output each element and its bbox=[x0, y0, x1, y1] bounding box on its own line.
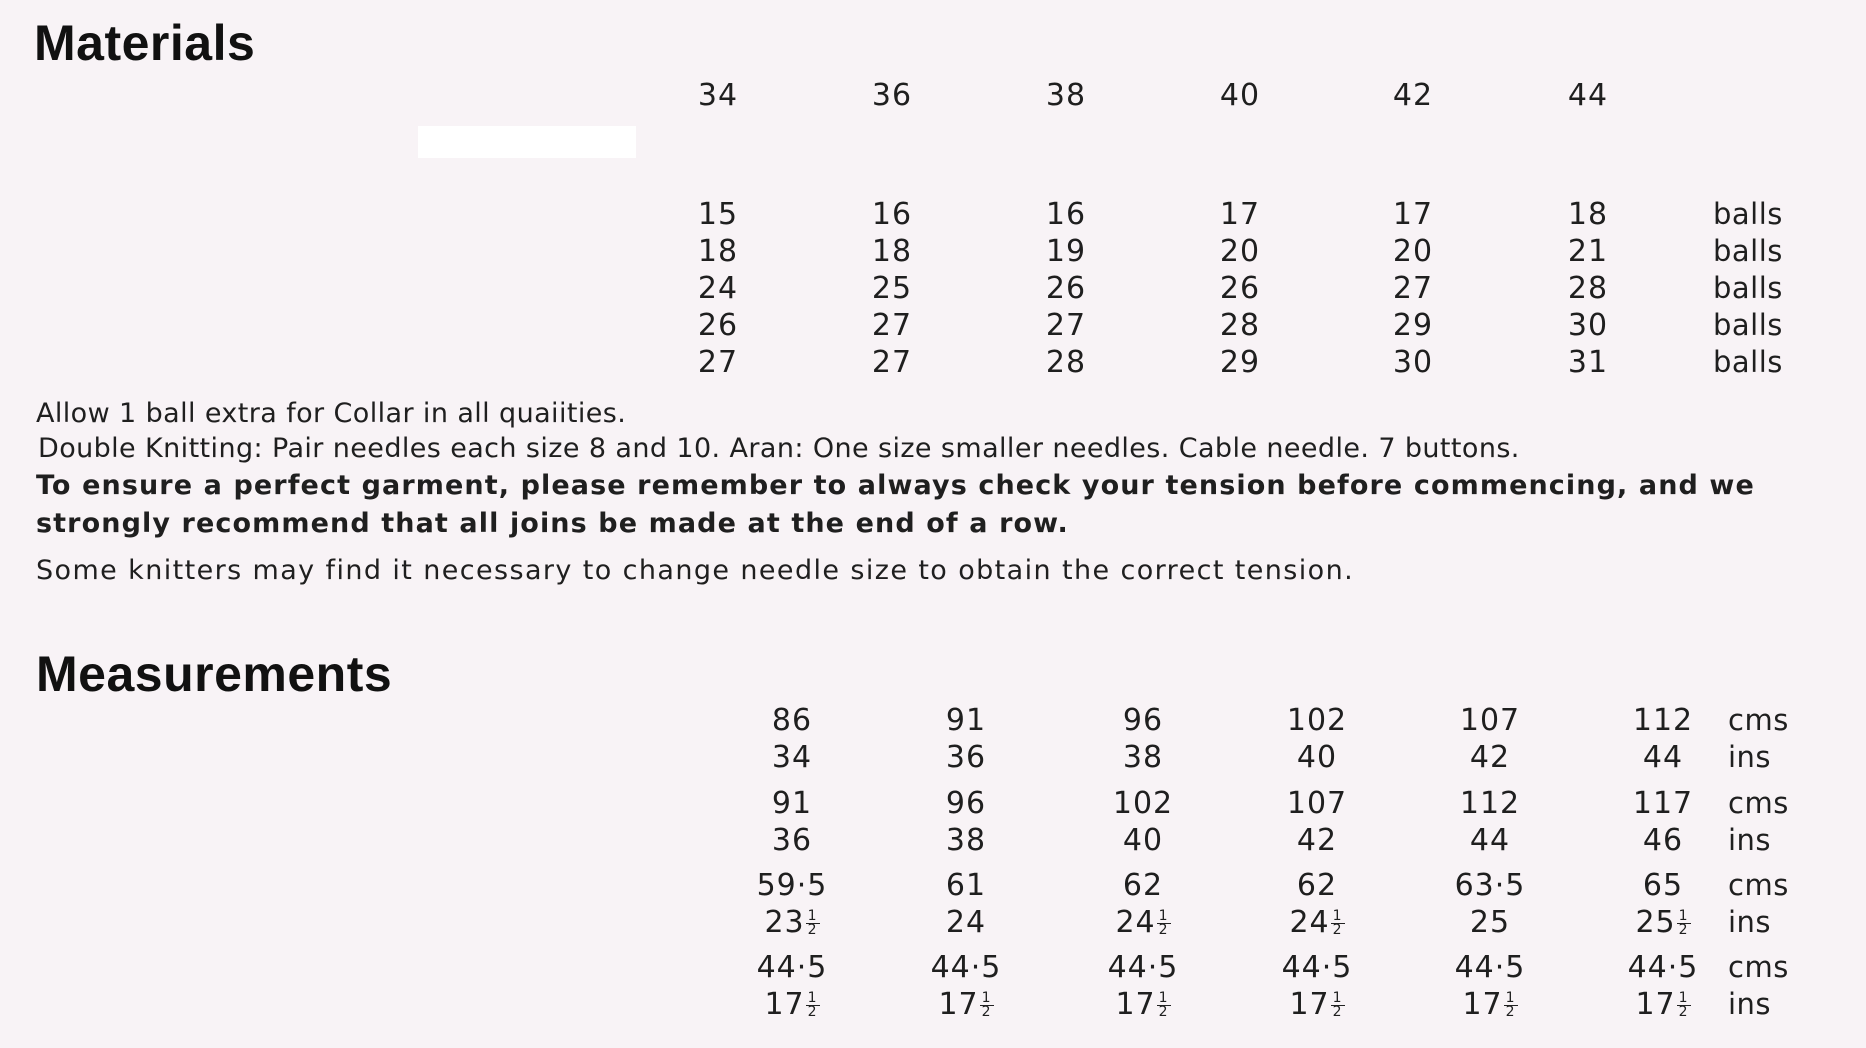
fraction-denominator: 2 bbox=[981, 1004, 992, 1020]
ball-count: 27 bbox=[871, 345, 913, 380]
ins-value bbox=[1430, 905, 1550, 940]
ins-whole: 17 bbox=[938, 987, 979, 1022]
cms-value: 44·5 bbox=[930, 950, 1002, 985]
ins-whole: 17 bbox=[764, 987, 805, 1022]
ins-value bbox=[1603, 823, 1723, 858]
ins-value bbox=[906, 823, 1026, 858]
cms-value: 59·5 bbox=[756, 868, 828, 903]
ins-value bbox=[1083, 905, 1203, 940]
ins-whole: 40 bbox=[1296, 740, 1338, 775]
ins-whole: 17 bbox=[1115, 987, 1156, 1022]
ins-whole: 38 bbox=[1122, 740, 1164, 775]
cms-value: 117 bbox=[1632, 786, 1694, 821]
ins-value bbox=[1430, 823, 1550, 858]
ins-value bbox=[1083, 987, 1203, 1022]
ins-value bbox=[732, 905, 852, 940]
cms-value: 102 bbox=[1286, 703, 1348, 738]
ins-value bbox=[1430, 987, 1550, 1022]
ball-count: 27 bbox=[697, 345, 739, 380]
half-fraction bbox=[980, 992, 994, 1019]
ball-count: 17 bbox=[1392, 197, 1434, 232]
fraction-denominator: 2 bbox=[1332, 1004, 1343, 1020]
ins-value bbox=[1257, 987, 1377, 1022]
ball-count: 29 bbox=[1392, 308, 1434, 343]
ball-count: 27 bbox=[871, 308, 913, 343]
size-header: 36 bbox=[871, 78, 913, 113]
cms-value: 91 bbox=[945, 703, 987, 738]
cms-value: 61 bbox=[945, 868, 987, 903]
unit-ins: ins bbox=[1728, 740, 1772, 774]
ball-count: 20 bbox=[1219, 234, 1261, 269]
ins-whole: 25 bbox=[1469, 905, 1511, 940]
fraction-numerator: 1 bbox=[807, 990, 818, 1006]
cms-value: 91 bbox=[771, 786, 813, 821]
cms-value: 62 bbox=[1296, 868, 1338, 903]
unit-label: balls bbox=[1713, 308, 1783, 342]
cms-value: 112 bbox=[1459, 786, 1521, 821]
fraction-numerator: 1 bbox=[1332, 990, 1343, 1006]
ins-whole: 17 bbox=[1289, 987, 1330, 1022]
fraction-numerator: 1 bbox=[1158, 908, 1169, 924]
half-fraction bbox=[1331, 992, 1345, 1019]
ins-whole: 23 bbox=[764, 905, 805, 940]
unit-label: balls bbox=[1713, 197, 1783, 231]
unit-cms: cms bbox=[1728, 703, 1789, 737]
ins-whole: 42 bbox=[1296, 823, 1338, 858]
ins-value bbox=[732, 740, 852, 775]
fraction-denominator: 2 bbox=[1158, 922, 1169, 938]
ball-count: 21 bbox=[1567, 234, 1609, 269]
tension-warning-line1: To ensure a perfect garment, please remember to always check your tension before commencing, and we bbox=[36, 470, 1755, 501]
ball-count: 25 bbox=[871, 271, 913, 306]
white-patch bbox=[418, 126, 636, 158]
cms-value: 102 bbox=[1112, 786, 1174, 821]
ins-value bbox=[1603, 905, 1723, 940]
size-header: 38 bbox=[1045, 78, 1087, 113]
ball-count: 30 bbox=[1567, 308, 1609, 343]
unit-cms: cms bbox=[1728, 950, 1789, 984]
cms-value: 107 bbox=[1286, 786, 1348, 821]
ins-whole: 17 bbox=[1462, 987, 1503, 1022]
cms-value: 63·5 bbox=[1454, 868, 1526, 903]
ball-count: 18 bbox=[871, 234, 913, 269]
cms-value: 62 bbox=[1122, 868, 1164, 903]
materials-title: Materials bbox=[34, 15, 256, 71]
ins-whole: 24 bbox=[945, 905, 987, 940]
ins-value bbox=[906, 740, 1026, 775]
half-fraction bbox=[1677, 910, 1691, 937]
ball-count: 29 bbox=[1219, 345, 1261, 380]
ball-count: 18 bbox=[1567, 197, 1609, 232]
ins-whole: 46 bbox=[1642, 823, 1684, 858]
collar-note: Allow 1 ball extra for Collar in all quaiities. bbox=[36, 398, 627, 429]
cms-value: 44·5 bbox=[1454, 950, 1526, 985]
cms-value: 96 bbox=[1122, 703, 1164, 738]
ball-count: 28 bbox=[1219, 308, 1261, 343]
half-fraction bbox=[1331, 910, 1345, 937]
ins-value bbox=[1257, 905, 1377, 940]
needle-size-note: Some knitters may find it necessary to change needle size to obtain the correct tension. bbox=[36, 555, 1355, 586]
size-header: 44 bbox=[1567, 78, 1609, 113]
ins-whole: 36 bbox=[771, 823, 813, 858]
ball-count: 27 bbox=[1392, 271, 1434, 306]
unit-cms: cms bbox=[1728, 868, 1789, 902]
ball-count: 26 bbox=[1045, 271, 1087, 306]
unit-cms: cms bbox=[1728, 786, 1789, 820]
ball-count: 26 bbox=[697, 308, 739, 343]
needles-note: Double Knitting: Pair needles each size 8 and 10. Aran: One size smaller needles. Cable needle. 7 buttons. bbox=[38, 433, 1520, 464]
ball-count: 18 bbox=[697, 234, 739, 269]
ins-whole: 40 bbox=[1122, 823, 1164, 858]
size-header: 40 bbox=[1219, 78, 1261, 113]
unit-ins: ins bbox=[1728, 905, 1772, 939]
cms-value: 44·5 bbox=[1627, 950, 1699, 985]
unit-label: balls bbox=[1713, 271, 1783, 305]
size-header: 34 bbox=[697, 78, 739, 113]
half-fraction bbox=[1677, 992, 1691, 1019]
fraction-denominator: 2 bbox=[1678, 1004, 1689, 1020]
half-fraction bbox=[1157, 910, 1171, 937]
ball-count: 27 bbox=[1045, 308, 1087, 343]
unit-ins: ins bbox=[1728, 987, 1772, 1021]
cms-value: 44·5 bbox=[756, 950, 828, 985]
fraction-denominator: 2 bbox=[807, 1004, 818, 1020]
half-fraction bbox=[1504, 992, 1518, 1019]
ins-value bbox=[1083, 823, 1203, 858]
fraction-numerator: 1 bbox=[981, 990, 992, 1006]
fraction-numerator: 1 bbox=[1678, 908, 1689, 924]
ball-count: 16 bbox=[871, 197, 913, 232]
fraction-numerator: 1 bbox=[807, 908, 818, 924]
ball-count: 15 bbox=[697, 197, 739, 232]
unit-ins: ins bbox=[1728, 823, 1772, 857]
ball-count: 30 bbox=[1392, 345, 1434, 380]
unit-label: balls bbox=[1713, 345, 1783, 379]
ins-value bbox=[1430, 740, 1550, 775]
ins-value bbox=[1257, 823, 1377, 858]
ball-count: 16 bbox=[1045, 197, 1087, 232]
ins-whole: 24 bbox=[1289, 905, 1330, 940]
cms-value: 107 bbox=[1459, 703, 1521, 738]
ball-count: 26 bbox=[1219, 271, 1261, 306]
ball-count: 24 bbox=[697, 271, 739, 306]
cms-value: 96 bbox=[945, 786, 987, 821]
ins-whole: 17 bbox=[1635, 987, 1676, 1022]
ins-whole: 36 bbox=[945, 740, 987, 775]
cms-value: 65 bbox=[1642, 868, 1684, 903]
ins-value bbox=[1083, 740, 1203, 775]
ins-whole: 24 bbox=[1115, 905, 1156, 940]
cms-value: 86 bbox=[771, 703, 813, 738]
ins-whole: 38 bbox=[945, 823, 987, 858]
ins-value bbox=[1257, 740, 1377, 775]
unit-label: balls bbox=[1713, 234, 1783, 268]
tension-warning-line2: strongly recommend that all joins be made at the end of a row. bbox=[36, 508, 1069, 539]
ins-value bbox=[732, 987, 852, 1022]
ball-count: 17 bbox=[1219, 197, 1261, 232]
ins-value bbox=[906, 905, 1026, 940]
ball-count: 31 bbox=[1567, 345, 1609, 380]
fraction-denominator: 2 bbox=[1158, 1004, 1169, 1020]
cms-value: 112 bbox=[1632, 703, 1694, 738]
fraction-denominator: 2 bbox=[1505, 1004, 1516, 1020]
ins-value bbox=[906, 987, 1026, 1022]
ins-value bbox=[1603, 987, 1723, 1022]
ball-count: 28 bbox=[1567, 271, 1609, 306]
fraction-denominator: 2 bbox=[807, 922, 818, 938]
half-fraction bbox=[806, 910, 820, 937]
ins-value bbox=[732, 823, 852, 858]
ball-count: 28 bbox=[1045, 345, 1087, 380]
fraction-numerator: 1 bbox=[1505, 990, 1516, 1006]
ins-whole: 44 bbox=[1642, 740, 1684, 775]
fraction-denominator: 2 bbox=[1332, 922, 1343, 938]
ball-count: 19 bbox=[1045, 234, 1087, 269]
half-fraction bbox=[1157, 992, 1171, 1019]
size-header: 42 bbox=[1392, 78, 1434, 113]
fraction-numerator: 1 bbox=[1332, 908, 1343, 924]
cms-value: 44·5 bbox=[1281, 950, 1353, 985]
cms-value: 44·5 bbox=[1107, 950, 1179, 985]
ins-whole: 44 bbox=[1469, 823, 1511, 858]
fraction-numerator: 1 bbox=[1158, 990, 1169, 1006]
ins-value bbox=[1603, 740, 1723, 775]
ins-whole: 25 bbox=[1635, 905, 1676, 940]
fraction-denominator: 2 bbox=[1678, 922, 1689, 938]
ins-whole: 42 bbox=[1469, 740, 1511, 775]
ins-whole: 34 bbox=[771, 740, 813, 775]
half-fraction bbox=[806, 992, 820, 1019]
fraction-numerator: 1 bbox=[1678, 990, 1689, 1006]
ball-count: 20 bbox=[1392, 234, 1434, 269]
measurements-title: Measurements bbox=[36, 646, 393, 702]
